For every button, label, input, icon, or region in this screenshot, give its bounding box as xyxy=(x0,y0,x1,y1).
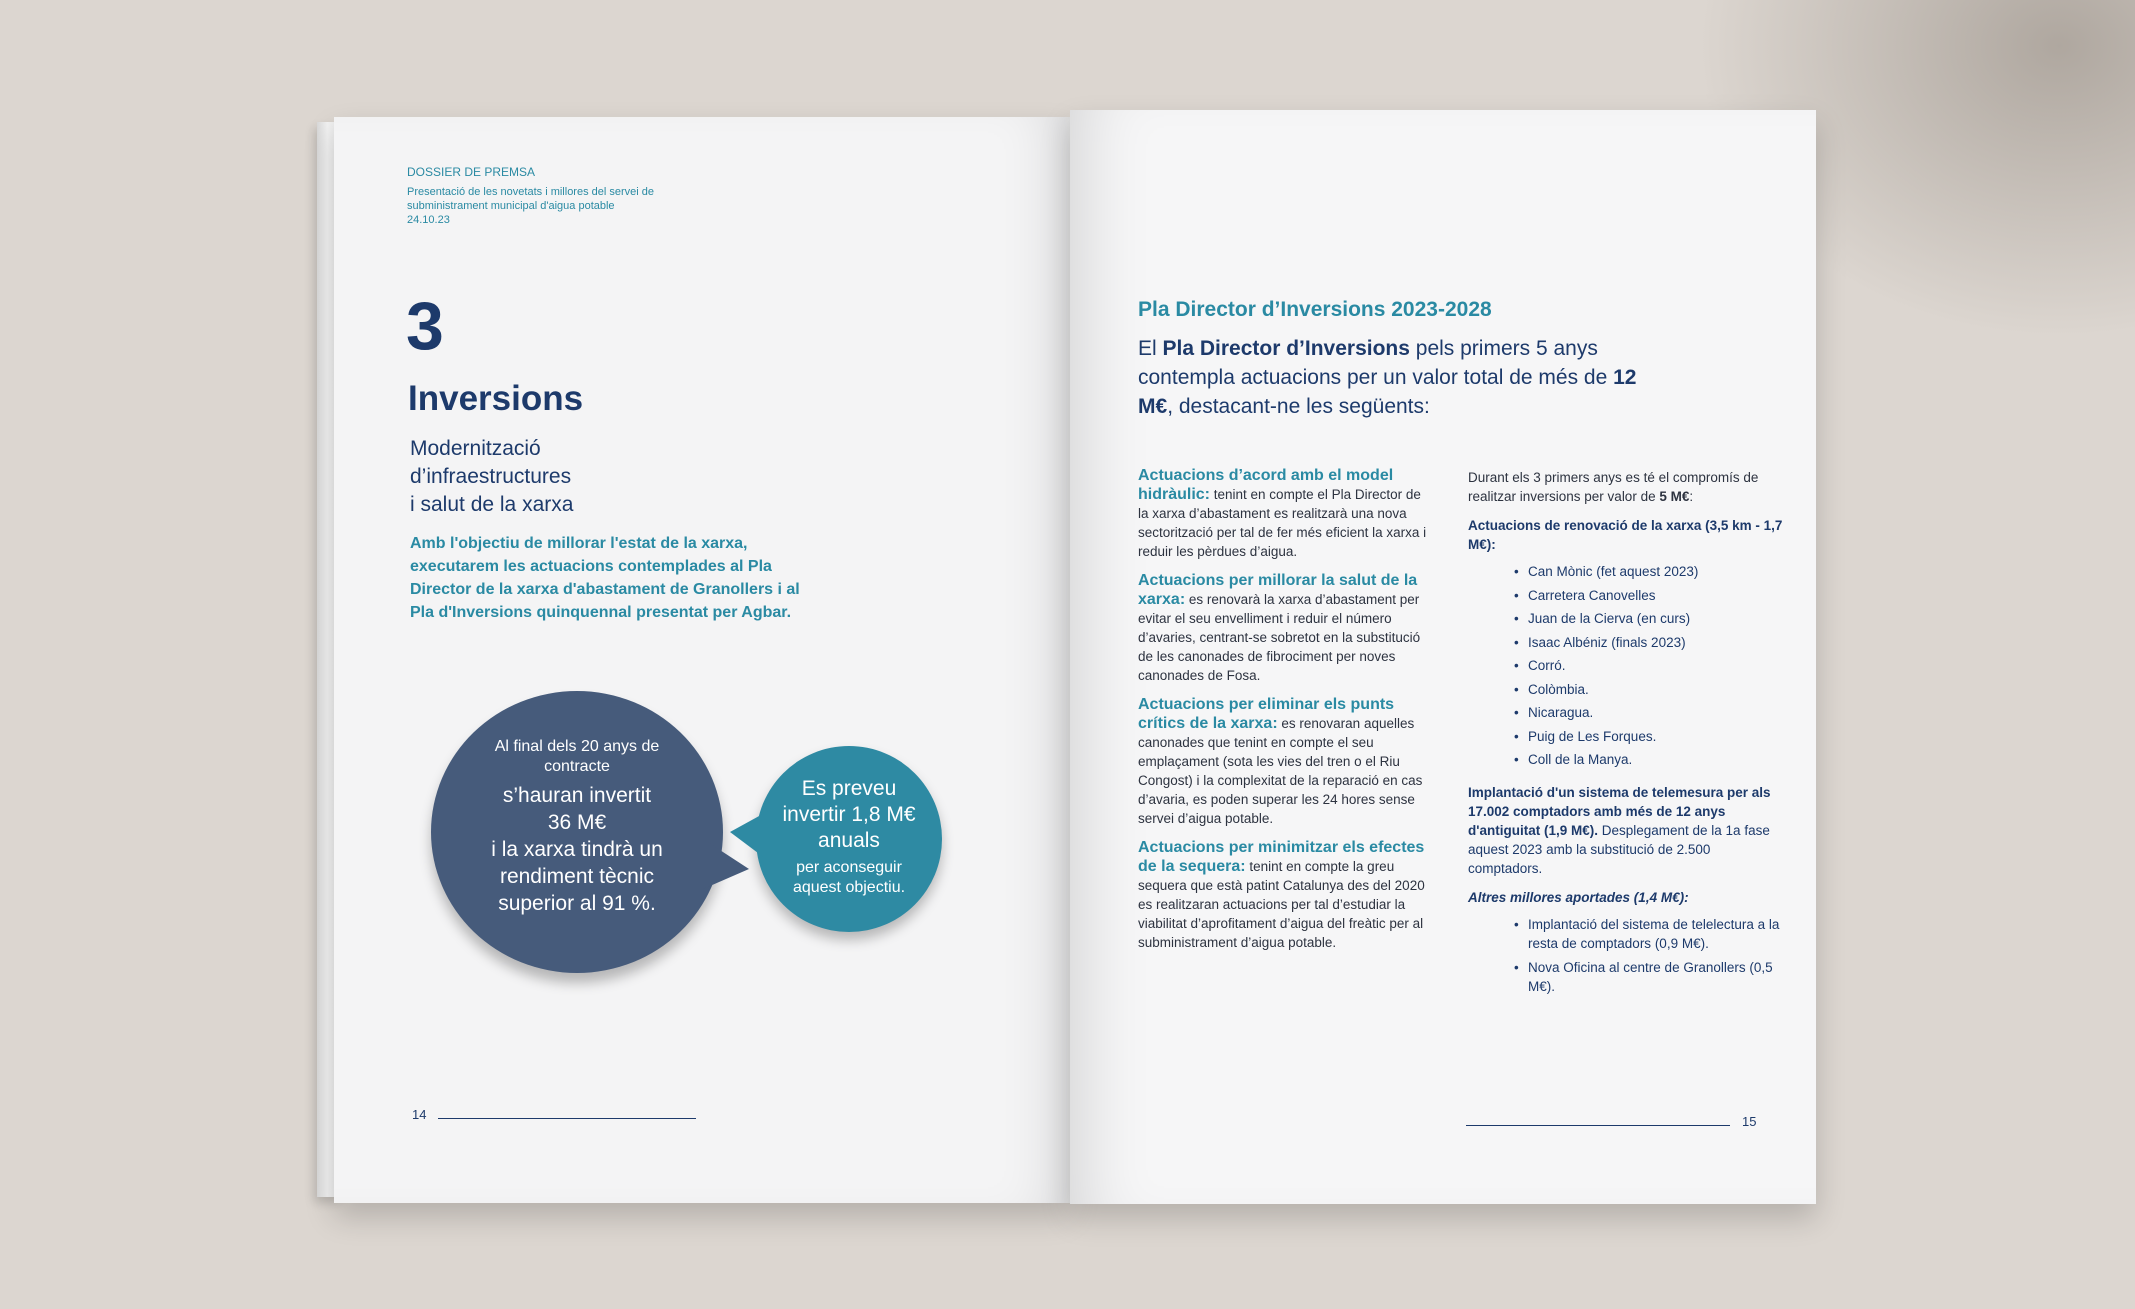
bubble-small-text: per aconseguir aquest objectiu. xyxy=(792,859,906,896)
bubble-line: i la xarxa tindrà un xyxy=(491,838,663,861)
subtitle-line: Modernització xyxy=(410,437,541,460)
list-item: • Nova Oficina al centre de Granollers (0,5 M€). xyxy=(1514,958,1786,996)
bubble-line: s’hauran invertit xyxy=(502,784,652,807)
list-item: • Puig de Les Forques. xyxy=(1514,727,1786,746)
lead-text: pels primers 5 anys contempla actuacions per un valor total de més de xyxy=(1138,337,1614,389)
bubble-main-text xyxy=(756,776,942,854)
header-subtitle-1: Presentació de les novetats i millores del servei de xyxy=(407,186,655,198)
intro-line: Pla d'Inversions quinquennal presentat per Agbar. xyxy=(410,604,792,621)
lead-text: El xyxy=(1138,337,1163,360)
list-item: • Juan de la Cierva (en curs) xyxy=(1514,609,1786,628)
bubble-line: rendiment tècnic xyxy=(499,865,655,888)
subtitle-line: d’infraestructures xyxy=(410,465,572,488)
header-subtitle-2: subministrament municipal d'aigua potable xyxy=(407,200,615,212)
footer-rule xyxy=(1466,1125,1730,1126)
page-number: 14 xyxy=(412,1107,427,1122)
action-text: es renovaran aquelles canonades que tenint en compte el seu emplaçament (sota les vies del tren o el Riu Congost) i la complexitat de la reparació en cas d’avaria, es poden superar les 24 hores sense servei d’aigua potable. xyxy=(1138,716,1423,826)
list-item: • Colòmbia. xyxy=(1514,680,1786,699)
left-page xyxy=(334,117,1070,1203)
other-heading: Altres millores aportades (1,4 M€): xyxy=(1468,890,1689,905)
section-title: Inversions xyxy=(408,379,584,418)
action-heading: Actuacions per eliminar els punts crítics de la xarxa: xyxy=(1138,696,1395,732)
action-text: es renovarà la xarxa d’abastament per evitar el seu envelliment i reduir el número d’avaries, centrant-se sobretot en la substitució de les canonades de fibrociment per noves canonades de Fosa. xyxy=(1138,592,1421,683)
other-list xyxy=(1468,915,1786,996)
page-number: 15 xyxy=(1742,1114,1757,1129)
bubble-line: superior al 91 %. xyxy=(498,892,656,915)
action-paragraph xyxy=(1138,695,1434,828)
telemetry-paragraph xyxy=(1468,783,1786,878)
section-intro xyxy=(410,532,840,624)
list-item: • Implantació del sistema de telelectura a la resta de comptadors (0,9 M€). xyxy=(1514,915,1786,953)
commitments-column xyxy=(1468,468,1786,1010)
intro-line: Director de la xarxa d'abastament de Granollers i al xyxy=(410,581,800,598)
plan-title: Pla Director d’Inversions 2023-2028 xyxy=(1138,298,1492,321)
action-text: tenint en compte la greu sequera que està patint Catalunya des del 2020 es realitzaran actuacions per tal d’estudiar la viabilitat d’aprofitament d’aigua del freàtic per al subministrament d’aigua potable. xyxy=(1138,859,1425,950)
renewal-list xyxy=(1468,562,1786,769)
speech-bubble-investment-total xyxy=(431,691,723,973)
list-item: • Corró. xyxy=(1514,656,1786,675)
intro-line: Amb l'objectiu de millorar l'estat de la xarxa, xyxy=(410,535,748,552)
action-paragraph xyxy=(1138,571,1434,685)
bubble-line: anuals xyxy=(818,829,880,852)
speech-bubble-annual-investment xyxy=(756,746,942,932)
action-paragraph xyxy=(1138,838,1434,952)
bubble-line: 36 M€ xyxy=(547,811,607,834)
commitment-end: : xyxy=(1689,489,1694,504)
renewal-heading: Actuacions de renovació de la xarxa (3,5 km - 1,7 M€): xyxy=(1468,518,1783,552)
action-text: tenint en compte el Pla Director de la xarxa d’abastament es realitzarà una nova sectorització per tal de fer més eficient la xarxa i reduir les pèrdues d’aigua. xyxy=(1138,487,1427,559)
section-subtitle xyxy=(410,435,650,519)
footer-rule xyxy=(438,1118,696,1119)
bubble-line: Es preveu xyxy=(801,777,897,800)
header-title: DOSSIER DE PREMSA xyxy=(407,165,536,179)
commitment-text: Durant els 3 primers anys es té el compromís de realitzar inversions per valor de xyxy=(1468,470,1759,504)
bubble-main-text xyxy=(431,782,723,917)
plan-lead xyxy=(1138,334,1658,421)
list-item: • Coll de la Manya. xyxy=(1514,750,1786,769)
commitment-value: 5 M€ xyxy=(1659,489,1690,504)
bubble-line: invertir 1,8 M€ xyxy=(782,803,916,826)
action-heading: Actuacions per millorar la salut de la xarxa: xyxy=(1138,572,1418,608)
commitment-paragraph xyxy=(1468,468,1786,506)
actions-column xyxy=(1138,466,1434,962)
lead-text: , destacant-ne les següents: xyxy=(1167,395,1430,418)
action-paragraph xyxy=(1138,466,1434,561)
bubble-small-text: Al final dels 20 anys de contracte xyxy=(494,738,660,775)
list-item: • Carretera Canovelles xyxy=(1514,586,1786,605)
telemetry-text: Desplegament de la 1a fase aquest 2023 amb la substitució de 2.500 comptadors. xyxy=(1468,823,1770,876)
action-heading: Actuacions d’acord amb el model hidràulic: xyxy=(1138,467,1394,503)
intro-line: executarem les actuacions contemplades al Pla xyxy=(410,558,772,575)
telemetry-heading: Implantació d'un sistema de telemesura per als 17.002 comptadors amb més de 12 anys d'antiguitat (1,9 M€). xyxy=(1468,785,1771,838)
lead-bold: Pla Director d’Inversions xyxy=(1162,337,1410,360)
lead-bold: 12 M€ xyxy=(1138,366,1637,418)
action-heading: Actuacions per minimitzar els efectes de la sequera: xyxy=(1138,839,1425,875)
header-date: 24.10.23 xyxy=(407,214,450,226)
press-header xyxy=(407,165,654,227)
subtitle-line: i salut de la xarxa xyxy=(410,493,574,516)
list-item: • Isaac Albéniz (finals 2023) xyxy=(1514,633,1786,652)
list-item: • Can Mònic (fet aquest 2023) xyxy=(1514,562,1786,581)
right-page xyxy=(1070,110,1816,1204)
list-item: • Nicaragua. xyxy=(1514,703,1786,722)
section-number: 3 xyxy=(406,288,444,364)
